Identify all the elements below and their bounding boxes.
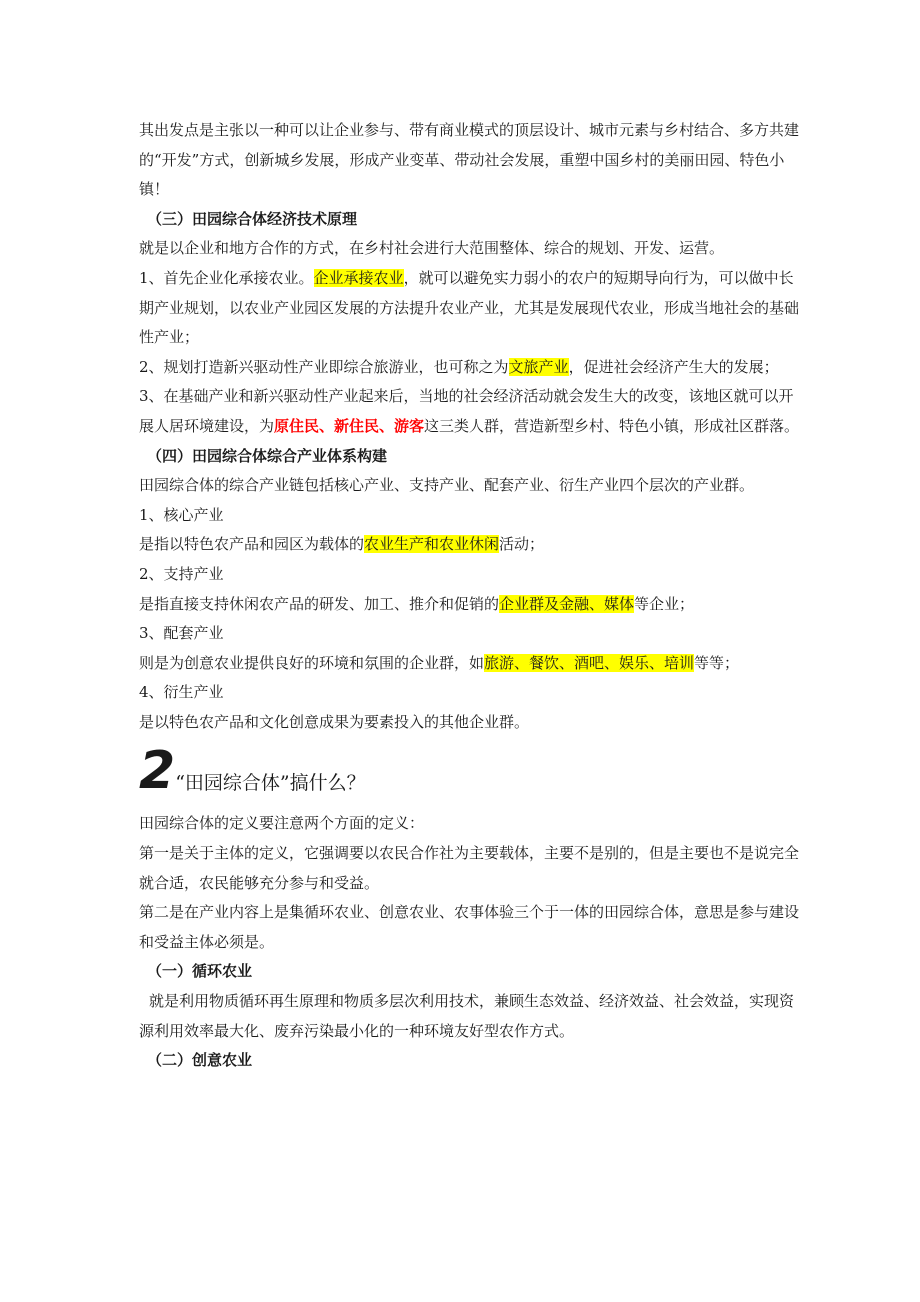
text: ，促进社会经济产生大的发展； bbox=[568, 357, 779, 376]
supporting-industry-label: 3、配套产业 bbox=[139, 624, 224, 643]
highlight: 旅游、餐饮、酒吧、娱乐、培训 bbox=[484, 653, 695, 672]
principle-item-2 bbox=[139, 353, 803, 383]
text: 则是为创意农业提供良好的环境和氛围的企业群，如 bbox=[139, 653, 485, 672]
support-industry-label: 2、支持产业 bbox=[139, 564, 224, 583]
section-number: 2 bbox=[139, 741, 174, 802]
section-heading-4: （四）田园综合体综合产业体系构建 bbox=[147, 446, 388, 465]
text: 等企业； bbox=[634, 594, 695, 613]
highlight: 企业群及金融、媒体 bbox=[499, 594, 635, 613]
principle-item-1 bbox=[139, 264, 803, 353]
derived-industry-text: 是以特色农产品和文化创意成果为要素投入的其他企业群。 bbox=[139, 712, 530, 731]
derived-industry-label: 4、衍生产业 bbox=[139, 683, 224, 702]
core-industry-text bbox=[139, 530, 803, 560]
definition-intro: 田园综合体的定义要注意两个方面的定义： bbox=[139, 814, 425, 833]
red-emphasis: 原住民、新住民、游客 bbox=[274, 416, 425, 435]
section-title: “田园综合体”搞什么？ bbox=[175, 772, 366, 795]
text: ，就可以避免实力弱小的农户的短期导向行为，可以做中长期产业规划，以农业产业园区发展的方法提升农业产业，尤其是发展现代农业，形成当地社会的基础性产业； bbox=[139, 268, 800, 347]
definition-second: 第二是在产业内容上是集循环农业、创意农业、农事体验三个于一体的田园综合体，意思是参与建设和受益主体必须是。 bbox=[139, 903, 800, 951]
heading-circular-agriculture: （一）循环农业 bbox=[147, 962, 253, 981]
highlight: 文旅产业 bbox=[508, 357, 569, 376]
principle-paragraph: 就是以企业和地方合作的方式，在乡村社会进行大范围整体、综合的规划、开发、运营。 bbox=[139, 239, 725, 258]
text: 这三类人群，营造新型乡村、特色小镇，形成社区群落。 bbox=[424, 416, 800, 435]
highlight: 企业承接农业 bbox=[313, 268, 404, 287]
text: 1、首先企业化承接农业。 bbox=[139, 268, 314, 287]
text: 2、规划打造新兴驱动性产业即综合旅游业，也可称之为 bbox=[139, 357, 509, 376]
circular-agriculture-text: 就是利用物质循环再生原理和物质多层次利用技术，兼顾生态效益、经济效益、社会效益，实现资源利用效率最大化、废弃污染最小化的一种环境友好型农作方式。 bbox=[139, 992, 795, 1040]
section-heading-3: （三）田园综合体经济技术原理 bbox=[147, 209, 358, 228]
support-industry-text bbox=[139, 590, 803, 620]
principle-item-3 bbox=[139, 382, 803, 441]
intro-paragraph: 其出发点是主张以一种可以让企业参与、带有商业模式的顶层设计、城市元素与乡村结合、多方共建的“开发”方式，创新城乡发展，形成产业变革、带动社会发展，重塑中国乡村的美丽田园、特色小镇！ bbox=[139, 121, 800, 199]
text: 3、在基础产业和新兴驱动性产业起来后，当地的社会经济活动就会发生大的改变，该地区就可以开展人居环境建设，为 bbox=[139, 387, 794, 435]
text: 是指直接支持休闲农产品的研发、加工、推介和促销的 bbox=[139, 594, 500, 613]
supporting-industry-text bbox=[139, 649, 803, 679]
document-body bbox=[139, 116, 803, 1076]
text: 是指以特色农产品和园区为载体的 bbox=[139, 535, 365, 554]
highlight: 农业生产和农业休闲 bbox=[364, 535, 500, 554]
section-2-heading bbox=[139, 741, 803, 802]
heading-creative-agriculture: （二）创意农业 bbox=[147, 1051, 253, 1070]
definition-first: 第一是关于主体的定义，它强调要以农民合作社为主要载体，主要不是别的，但是主要也不是说完全就合适，农民能够充分参与和受益。 bbox=[139, 844, 800, 892]
text: 等等； bbox=[694, 653, 740, 672]
core-industry-label: 1、核心产业 bbox=[139, 505, 224, 524]
industry-chain-paragraph: 田园综合体的综合产业链包括核心产业、支持产业、配套产业、衍生产业四个层次的产业群。 bbox=[139, 476, 755, 495]
text: 活动； bbox=[499, 535, 545, 554]
